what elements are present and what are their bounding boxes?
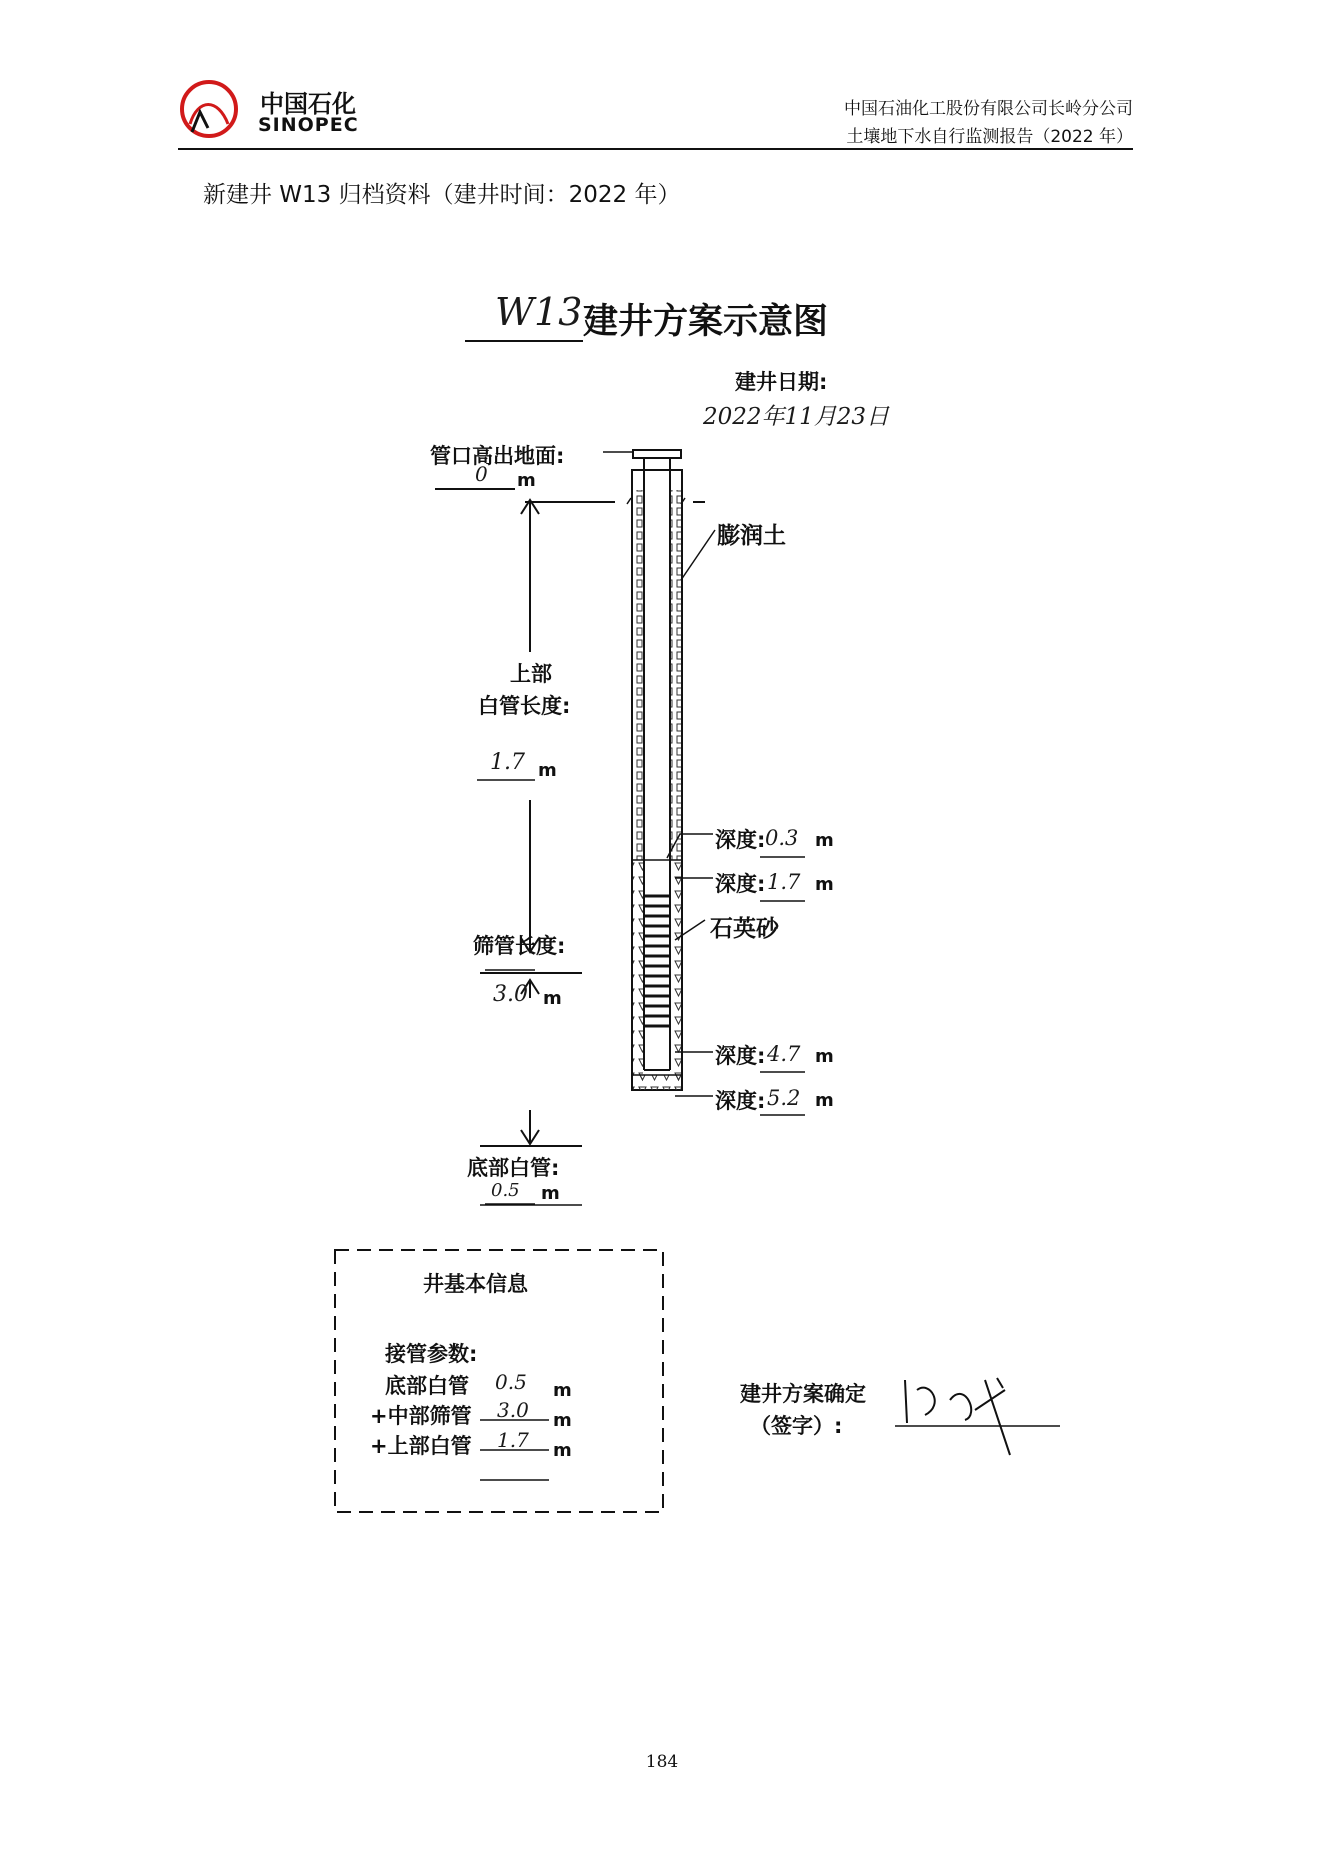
well-id-handwritten: W13 xyxy=(495,290,583,334)
depth-label-4: 深度: xyxy=(715,1089,766,1113)
info-row-value-upper: 1.7 xyxy=(497,1428,529,1452)
bentonite-label: 膨润土 xyxy=(717,523,786,549)
section-heading: 新建井 W13 归档资料（建井时间：2022 年） xyxy=(203,182,681,208)
upper-pipe-label-2: 白管长度: xyxy=(478,694,571,718)
confirm-label-2: （签字）: xyxy=(750,1414,843,1438)
info-box-params-label: 接管参数: xyxy=(385,1342,478,1366)
unit-m-upper: m xyxy=(538,760,557,781)
depth-value-2: 1.7 xyxy=(767,870,801,894)
unit-m-bottom: m xyxy=(541,1183,560,1204)
confirm-label-1: 建井方案确定 xyxy=(740,1382,866,1406)
well-schematic xyxy=(205,230,1125,1560)
header-company: 中国石油化工股份有限公司长岭分公司 xyxy=(844,99,1133,119)
page-number: 184 xyxy=(645,1752,679,1772)
date-handwritten: 2022年11月23日 xyxy=(703,404,890,430)
upper-pipe-value: 1.7 xyxy=(490,750,525,775)
header-divider xyxy=(178,148,1133,150)
info-row-label-bottom: 底部白管 xyxy=(385,1374,469,1398)
unit-m-top: m xyxy=(517,470,536,491)
diagram-title: 建井方案示意图 xyxy=(583,302,829,342)
depth-value-1: 0.3 xyxy=(765,826,799,850)
depth-label-3: 深度: xyxy=(715,1044,766,1068)
upper-pipe-label-1: 上部 xyxy=(510,662,552,686)
info-row-value-middle: 3.0 xyxy=(497,1398,529,1422)
depth-label-1: 深度: xyxy=(715,828,766,852)
bottom-pipe-value: 0.5 xyxy=(491,1180,520,1201)
info-row-value-bottom: 0.5 xyxy=(495,1370,527,1394)
pipe-above-ground-value: 0 xyxy=(475,462,488,486)
logo-text-cn: 中国石化 xyxy=(260,90,356,118)
screen-length-label: 筛管长度: xyxy=(473,934,566,958)
info-row-label-middle: +中部筛管 xyxy=(370,1404,472,1428)
depth-label-2: 深度: xyxy=(715,872,766,896)
unit-m-screen: m xyxy=(543,988,562,1009)
unit-m-depth-3: m xyxy=(815,1046,834,1067)
depth-value-3: 4.7 xyxy=(767,1042,801,1066)
header-report-title: 土壤地下水自行监测报告（2022 年） xyxy=(846,127,1133,147)
sinopec-logo-icon xyxy=(178,78,240,140)
scanned-diagram xyxy=(205,230,1125,1560)
unit-m-depth-1: m xyxy=(815,830,834,851)
sinopec-logo xyxy=(178,78,240,140)
depth-value-4: 5.2 xyxy=(767,1086,801,1110)
info-row-unit-bottom: m xyxy=(553,1380,572,1401)
bottom-pipe-label: 底部白管: xyxy=(467,1156,560,1180)
pipe-above-ground-label: 管口高出地面: xyxy=(430,444,565,468)
unit-m-depth-2: m xyxy=(815,874,834,895)
info-row-unit-middle: m xyxy=(553,1410,572,1431)
info-row-label-upper: +上部白管 xyxy=(370,1434,472,1458)
date-label: 建井日期: xyxy=(735,370,828,394)
info-box-title: 井基本信息 xyxy=(423,1272,528,1296)
quartz-sand-label: 石英砂 xyxy=(710,916,779,942)
logo-text-en: SINOPEC xyxy=(258,114,359,136)
info-row-unit-upper: m xyxy=(553,1440,572,1461)
signature-mark xyxy=(905,1378,1010,1455)
screen-length-value: 3.0 xyxy=(493,982,528,1007)
unit-m-depth-4: m xyxy=(815,1090,834,1111)
